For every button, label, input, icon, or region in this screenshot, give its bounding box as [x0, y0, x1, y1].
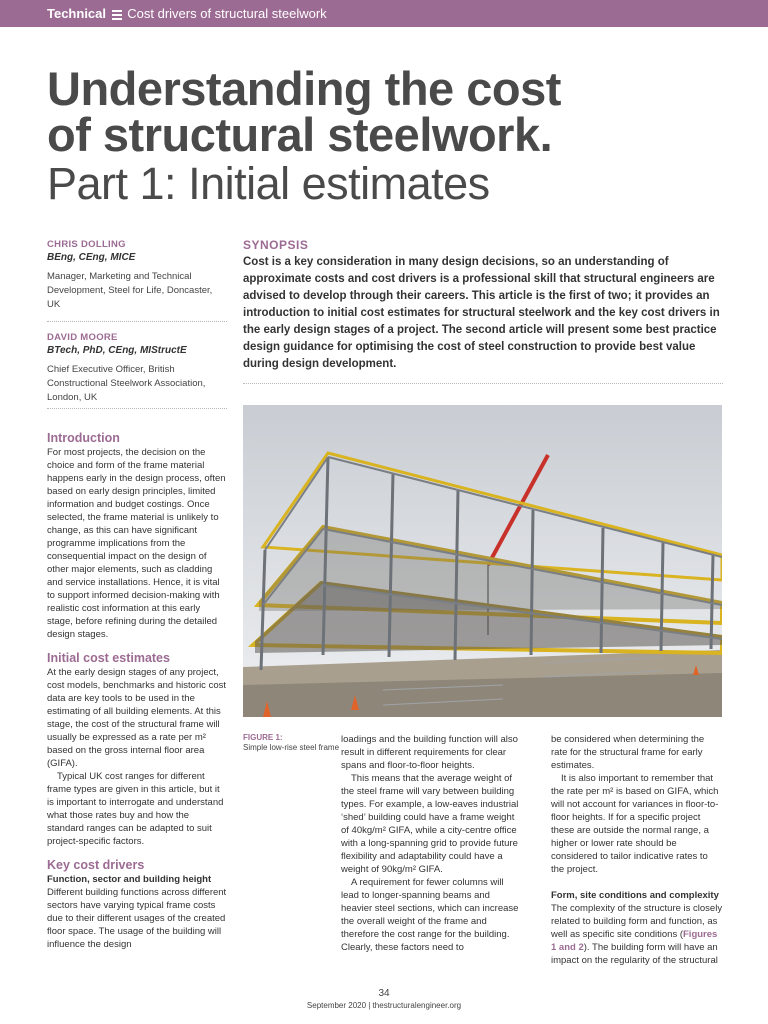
author-role: Chief Executive Officer, British Constructional Steelwork Association, London, UK [47, 364, 206, 403]
initial-cost-heading: Initial cost estimates [47, 651, 170, 665]
author-list [47, 238, 227, 405]
menu-lines-icon [112, 8, 122, 22]
col3-para-2: It is also important to remember that the rate per m² is based on GIFA, which will not account for variances in floor-to-floor heights. If for a specific project these are outside the normal range, a higher or lower rate should be considered to tailor indicative rates to the project. [551, 773, 719, 875]
steel-frame-image [243, 405, 722, 717]
author-name: CHRIS DOLLING [47, 239, 126, 250]
column-2 [341, 733, 519, 954]
author-2 [47, 331, 227, 405]
figure-caption [243, 733, 343, 753]
initial-cost-para-2: Typical UK cost ranges for different frame types are given in this article, but it is important to interrogate and understand what those rates buy and how the standard ranges can be adapted to suit project-specific factors. [47, 771, 224, 847]
synopsis-text: Cost is a key consideration in many design decisions, so an understanding of approximate costs and cost drivers is a professional skill that structural engineers are advised to develop through their careers. This article is the first of two; it provides an introduction to initial cost estimates for structural steelwork and the key cost drivers in the early design stages of a project. The second article will present some best practice design guidance for optimising the cost of steel construction to provide best value during design development. [243, 256, 720, 370]
title-line-2: of structural steelwork. [47, 108, 553, 161]
synopsis [243, 238, 723, 384]
figure-caption-text: Simple low-rise steel frame [243, 743, 340, 752]
col3-para-3: The complexity of the structure is closely related to building form and function, as well as specific site conditions (Figures 1 and 2). The building form will have an impact on the regularity of the structural [551, 903, 723, 966]
author-quals: BTech, PhD, CEng, MIStructE [47, 345, 187, 356]
introduction-text: For most projects, the decision on the choice and form of the frame material happens early in the design process, often based on early design principles, limited information and budget costings. Once selected, the frame material is unlikely to change, as this can have significant programme implications from the consequential impact on the design of other major elements, such as cladding and service installations. Hence, it is vital to support informed decision-making with realistic cost information at this early stage, before refining during the detailed design stages. [47, 447, 226, 640]
col3-para-1: be considered when determining the rate for the structural frame for early estimates. [551, 734, 705, 771]
key-drivers-text: Different building functions across different sectors have varying typical frame costs due to their different usages of the created floor space. The usage of the building will influence the design [47, 887, 227, 950]
figure-label: FIGURE 1: [243, 733, 283, 742]
author-name: DAVID MOORE [47, 332, 118, 343]
left-column [47, 408, 227, 951]
initial-cost-para-1: At the early design stages of any project, cost models, benchmarks and historic cost data are key tools to be used in the estimating of all building elements. At this stage, the cost of the structural frame will usually be expressed as a rate per m² based on the gross internal floor area (GIFA). [47, 667, 226, 769]
author-role: Manager, Marketing and Technical Development, Steel for Life, Doncaster, UK [47, 271, 213, 310]
author-1 [47, 238, 227, 322]
title-subtitle: Part 1: Initial estimates [47, 158, 490, 209]
page-number: 34 [378, 988, 390, 999]
col2-para-1: loadings and the building function will also result in different requirements for clear spans and floor-to-floor heights. [341, 734, 518, 771]
col2-para-2: This means that the average weight of the steel frame will vary between building types. For example, a low-eaves industrial ‘shed’ building could have a frame weight of 40kg/m² GIFA, while a city-centre office with a long-spanning grid to provide future flexibility and adaptability could have a weight of 90kg/m² GIFA. [341, 773, 519, 875]
col2-para-3: A requirement for fewer columns will lead to longer-spanning beams and heavier steel sections, which can increase the overall weight of the frame and therefore the cost range for the building. Clearly, these factors need to [341, 877, 519, 953]
column-3 [551, 733, 723, 967]
key-drivers-subheading: Function, sector and building height [47, 874, 212, 885]
figure-1-photo [243, 405, 722, 717]
header-bar [0, 0, 768, 27]
article-title [47, 62, 747, 209]
topic-label: Cost drivers of structural steelwork [127, 6, 327, 21]
figure-reference-link[interactable]: Figures 1 and 2 [551, 929, 718, 953]
col3-subheading: Form, site conditions and complexity [551, 890, 719, 901]
title-line-1: Understanding the cost [47, 62, 561, 115]
synopsis-heading: SYNOPSIS [243, 238, 309, 252]
section-label: Technical [47, 6, 107, 21]
key-drivers-heading: Key cost drivers [47, 858, 145, 872]
introduction-heading: Introduction [47, 431, 120, 445]
issue-info: September 2020 | thestructuralengineer.org [306, 1001, 462, 1010]
author-quals: BEng, CEng, MICE [47, 252, 136, 263]
page-footer [0, 988, 768, 1010]
